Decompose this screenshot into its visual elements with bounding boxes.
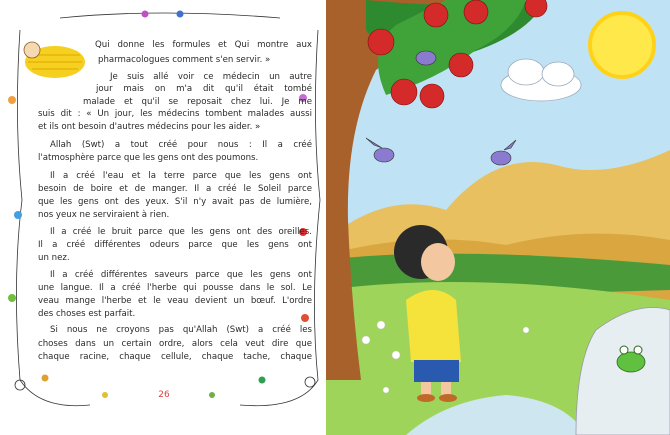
text-line: Il a créé différentes odeurs parce que les gens ont: [38, 240, 312, 250]
text-line: jour mais on m'a dit qu'il était tombé: [96, 84, 312, 94]
text-line: Si nous ne croyons pas qu'Allah (Swt) a créé les: [50, 325, 312, 335]
cloud-icon: [501, 59, 581, 101]
text-line: veau mange l'herbe et le veau devient un bœuf. L'ordre: [38, 296, 312, 306]
text-line: l'atmosphère parce que les gens ont des poumons.: [38, 153, 259, 163]
text-line: Il a créé différentes saveurs parce que les gens ont: [50, 270, 312, 280]
illustration: [326, 0, 670, 435]
text-line: Il a créé l'eau et la terre parce que les gens ont: [50, 171, 312, 181]
text-line: besoin de boire et de manger. Il a créé le Soleil parce: [38, 184, 312, 194]
text-line: Il a créé le bruit parce que les gens ont des oreilles.: [50, 227, 312, 237]
text-line: nos yeux ne serviraient à rien.: [38, 210, 170, 220]
text-line: des choses est parfait.: [38, 309, 136, 319]
text-line: une langue. Il a créé l'herbe qui pousse dans le sol. Le: [38, 283, 312, 293]
text-line: Qui donne les formules et Qui montre aux: [95, 40, 312, 50]
text-line: Je suis allé voir ce médecin un autre: [110, 72, 312, 82]
text-line: Allah (Swt) a tout créé pour nous : Il a créé: [50, 140, 312, 150]
text-line: choses dans un certain ordre, alors cela veut dire que: [38, 339, 312, 349]
boy-under-pomegranate-tree-illustration: [326, 0, 670, 435]
text-line: que les gens ont des yeux. S'il n'y avait pas de lumière,: [38, 197, 312, 207]
page-number: 26: [158, 390, 170, 400]
sleeping-child-illustration: [24, 42, 85, 78]
text-page: [0, 0, 326, 435]
text-line: chaque racine, chaque cellule, chaque tache, chaque: [38, 352, 312, 362]
text-line: pharmacologues comment s'en servir. »: [98, 55, 271, 65]
sun-icon: [590, 13, 654, 77]
text-line: suis dit : « Un jour, les médecins tombent malades aussi: [38, 109, 312, 119]
text-line: et ils ont besoin d'autres médecins pour les aider. »: [38, 122, 261, 132]
text-line: malade et qu'il se reposait chez lui. Je me: [83, 97, 312, 107]
text-line: un nez.: [38, 253, 70, 263]
